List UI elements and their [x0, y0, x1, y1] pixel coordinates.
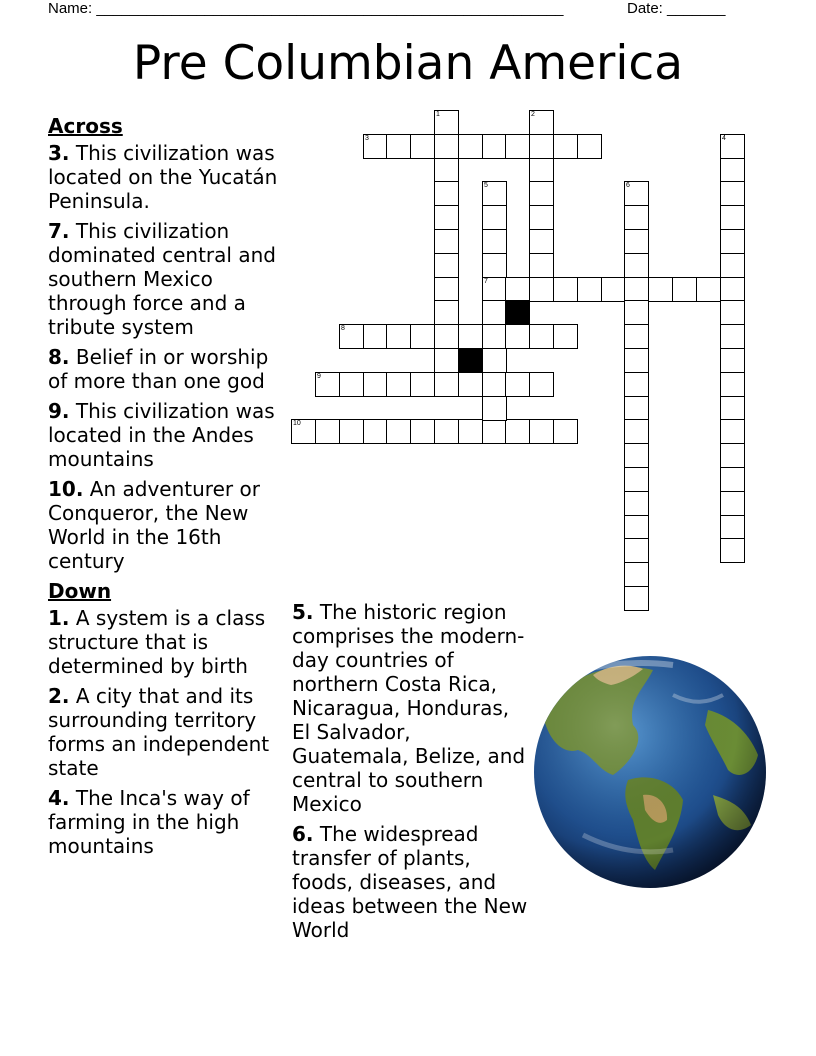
grid-cell[interactable] [386, 134, 411, 159]
grid-cell[interactable] [458, 372, 483, 397]
clue-text: This civilization was located in the Andes mountains [48, 399, 275, 471]
grid-cell[interactable] [720, 181, 745, 206]
clue-number: 3. [48, 141, 70, 165]
clue-number: 7. [48, 219, 70, 243]
clue-text: An adventurer or Conqueror, the New World in the 16th century [48, 477, 260, 573]
grid-cell-number: 8 [341, 325, 345, 332]
clue-number: 4. [48, 786, 70, 810]
grid-cell[interactable] [482, 396, 507, 421]
grid-cell[interactable] [624, 586, 649, 611]
grid-cell[interactable] [505, 134, 530, 159]
grid-cell[interactable] [482, 300, 507, 325]
grid-cell[interactable] [624, 396, 649, 421]
grid-cell[interactable] [339, 372, 364, 397]
grid-cell[interactable] [720, 467, 745, 492]
grid-cell[interactable] [624, 253, 649, 278]
grid-cell[interactable] [720, 348, 745, 373]
grid-cell[interactable] [458, 324, 483, 349]
grid-cell[interactable] [624, 348, 649, 373]
grid-cell[interactable] [482, 205, 507, 230]
grid-cell-number: 9 [317, 373, 321, 380]
grid-cell-number: 2 [531, 111, 535, 118]
grid-cell[interactable] [624, 467, 649, 492]
grid-cell[interactable] [624, 491, 649, 516]
grid-cell[interactable] [553, 419, 578, 444]
grid-cell[interactable] [529, 229, 554, 254]
grid-cell[interactable] [363, 419, 388, 444]
grid-cell[interactable] [339, 324, 364, 349]
grid-cell[interactable] [529, 181, 554, 206]
grid-cell[interactable] [553, 277, 578, 302]
grid-cell[interactable] [482, 372, 507, 397]
clue-number: 9. [48, 399, 70, 423]
clue-number: 8. [48, 345, 70, 369]
grid-cell[interactable] [363, 134, 388, 159]
grid-cell[interactable] [577, 277, 602, 302]
clue-number: 6. [292, 822, 314, 846]
grid-cell[interactable] [363, 324, 388, 349]
clue-text: The historic region comprises the modern-day countries of northern Costa Rica, Nicaragua, Honduras, El Salvador, Guatemala, Belize, and central to southern Mexico [292, 600, 526, 816]
grid-cell[interactable] [434, 110, 459, 135]
grid-cell[interactable] [482, 253, 507, 278]
grid-cell-black [458, 348, 483, 373]
clue-number: 2. [48, 684, 70, 708]
grid-cell[interactable] [434, 300, 459, 325]
grid-cell[interactable] [624, 277, 649, 302]
grid-cell[interactable] [434, 253, 459, 278]
grid-cell[interactable] [482, 229, 507, 254]
grid-cell[interactable] [529, 277, 554, 302]
grid-cell-number: 3 [365, 135, 369, 142]
grid-cell-number: 7 [484, 278, 488, 285]
grid-cell[interactable] [505, 324, 530, 349]
grid-cell[interactable] [720, 300, 745, 325]
grid-cell[interactable] [410, 134, 435, 159]
grid-cell[interactable] [720, 515, 745, 540]
grid-cell[interactable] [624, 538, 649, 563]
grid-cell[interactable] [720, 419, 745, 444]
grid-cell[interactable] [529, 158, 554, 183]
across-heading: Across [48, 114, 123, 138]
grid-cell[interactable] [577, 134, 602, 159]
grid-cell[interactable] [720, 443, 745, 468]
grid-cell[interactable] [434, 229, 459, 254]
grid-cell[interactable] [720, 372, 745, 397]
grid-cell[interactable] [434, 372, 459, 397]
grid-cell[interactable] [624, 372, 649, 397]
clue-text: This civilization was located on the Yucatán Peninsula. [48, 141, 278, 213]
page-title: Pre Columbian America [132, 36, 684, 91]
grid-cell-number: 10 [293, 420, 301, 427]
grid-cell[interactable] [720, 158, 745, 183]
clue-text: Belief in or worship of more than one god [48, 345, 269, 393]
grid-cell[interactable] [720, 134, 745, 159]
grid-cell[interactable] [720, 205, 745, 230]
grid-cell[interactable] [624, 300, 649, 325]
grid-cell[interactable] [434, 324, 459, 349]
grid-cell-number: 5 [484, 182, 488, 189]
grid-cell[interactable] [386, 324, 411, 349]
grid-cell[interactable] [386, 419, 411, 444]
grid-cell[interactable] [624, 443, 649, 468]
grid-cell[interactable] [410, 324, 435, 349]
grid-cell[interactable] [720, 538, 745, 563]
grid-cell[interactable] [434, 205, 459, 230]
grid-cell[interactable] [482, 134, 507, 159]
grid-cell[interactable] [529, 372, 554, 397]
grid-cell-number: 6 [626, 182, 630, 189]
grid-cell[interactable] [339, 419, 364, 444]
grid-cell[interactable] [434, 348, 459, 373]
clue-text: A city that and its surrounding territory forms an independent state [48, 684, 270, 780]
grid-cell[interactable] [553, 324, 578, 349]
earth-globe-image [533, 655, 767, 889]
grid-cell[interactable] [672, 277, 697, 302]
grid-cell[interactable] [434, 134, 459, 159]
grid-cell[interactable] [553, 134, 578, 159]
grid-cell[interactable] [482, 419, 507, 444]
clue-text: This civilization dominated central and southern Mexico through force and a tribute system [48, 219, 276, 339]
grid-cell[interactable] [624, 229, 649, 254]
grid-cell[interactable] [482, 181, 507, 206]
grid-cell[interactable] [529, 205, 554, 230]
grid-cell[interactable] [482, 348, 507, 373]
grid-cell[interactable] [434, 277, 459, 302]
clue-text: The widespread transfer of plants, foods, diseases, and ideas between the New World [292, 822, 528, 942]
grid-cell[interactable] [624, 562, 649, 587]
grid-cell[interactable] [624, 324, 649, 349]
grid-cell[interactable] [410, 419, 435, 444]
clue-text: A system is a class structure that is determined by birth [48, 606, 266, 678]
grid-cell[interactable] [624, 419, 649, 444]
grid-cell[interactable] [720, 253, 745, 278]
grid-cell[interactable] [720, 396, 745, 421]
grid-cell-number: 4 [722, 135, 726, 142]
grid-cell[interactable] [482, 277, 507, 302]
grid-cell[interactable] [720, 229, 745, 254]
grid-cell[interactable] [529, 253, 554, 278]
grid-cell[interactable] [363, 372, 388, 397]
grid-cell[interactable] [386, 372, 411, 397]
clue-number: 10. [48, 477, 84, 501]
grid-cell[interactable] [529, 324, 554, 349]
grid-cell[interactable] [482, 324, 507, 349]
grid-cell[interactable] [529, 134, 554, 159]
grid-cell[interactable] [624, 205, 649, 230]
grid-cell[interactable] [720, 324, 745, 349]
grid-cell[interactable] [624, 515, 649, 540]
grid-cell[interactable] [505, 372, 530, 397]
grid-cell[interactable] [291, 419, 316, 444]
grid-cell[interactable] [601, 277, 626, 302]
grid-cell[interactable] [434, 158, 459, 183]
grid-cell[interactable] [720, 491, 745, 516]
grid-cell[interactable] [648, 277, 673, 302]
grid-cell[interactable] [529, 419, 554, 444]
clue-text: The Inca's way of farming in the high mountains [48, 786, 250, 858]
grid-cell[interactable] [529, 110, 554, 135]
grid-cell[interactable] [315, 419, 340, 444]
grid-cell[interactable] [458, 134, 483, 159]
grid-cell[interactable] [315, 372, 340, 397]
name-field-label: Name: ________________________________________________________ [48, 0, 564, 17]
grid-cell[interactable] [458, 419, 483, 444]
grid-cell[interactable] [505, 419, 530, 444]
date-field-label: Date: _______ [627, 0, 726, 17]
grid-cell-black [505, 300, 530, 325]
clue-number: 5. [292, 600, 314, 624]
grid-cell[interactable] [410, 372, 435, 397]
clue-number: 1. [48, 606, 70, 630]
grid-cell-number: 1 [436, 111, 440, 118]
grid-cell[interactable] [720, 277, 745, 302]
grid-cell[interactable] [624, 181, 649, 206]
down-heading: Down [48, 579, 112, 603]
grid-cell[interactable] [505, 277, 530, 302]
grid-cell[interactable] [696, 277, 721, 302]
grid-cell[interactable] [434, 181, 459, 206]
grid-cell[interactable] [434, 419, 459, 444]
